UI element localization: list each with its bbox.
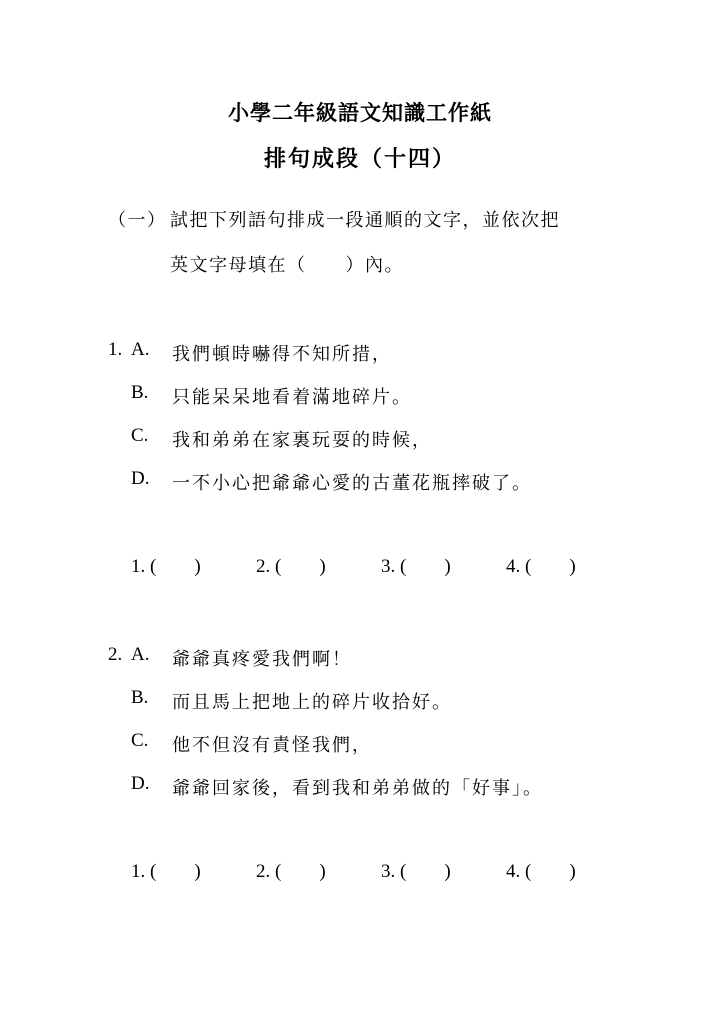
- option-text: 我們頓時嚇得不知所措，: [172, 344, 392, 365]
- option-text: 只能呆呆地看着滿地碎片。: [172, 387, 412, 408]
- option-letter: B.: [131, 382, 149, 403]
- question-number: 1.: [108, 339, 123, 360]
- option-text: 我和弟弟在家裏玩耍的時候，: [172, 430, 432, 451]
- section-marker: （一）: [108, 210, 167, 231]
- answer-slot-1[interactable]: 1. ( ): [131, 861, 201, 882]
- option-letter: D.: [131, 773, 150, 794]
- worksheet-subtitle: 排句成段（十四）: [263, 146, 456, 172]
- worksheet-title: 小學二年級語文知識工作紙: [228, 100, 492, 125]
- option-letter: C.: [131, 730, 149, 751]
- option-text: 他不但沒有責怪我們，: [172, 735, 372, 756]
- answer-slot-1[interactable]: 1. ( ): [131, 556, 201, 577]
- answer-slot-2[interactable]: 2. ( ): [256, 556, 326, 577]
- option-letter: D.: [131, 468, 150, 489]
- option-text: 爺爺回家後，看到我和弟弟做的「好事」。: [172, 778, 543, 799]
- question-number: 2.: [108, 644, 123, 665]
- answer-slot-4[interactable]: 4. ( ): [506, 556, 576, 577]
- option-letter: A.: [131, 339, 150, 360]
- option-letter: C.: [131, 425, 149, 446]
- answer-slot-4[interactable]: 4. ( ): [506, 861, 576, 882]
- option-text: 一不小心把爺爺心愛的古董花瓶摔破了。: [172, 473, 532, 494]
- option-text: 爺爺真疼愛我們啊！: [172, 649, 352, 670]
- option-text: 而且馬上把地上的碎片收拾好。: [172, 692, 452, 713]
- instruction-line-2: 英文字母填在（ ）內。: [170, 255, 404, 276]
- option-letter: A.: [131, 644, 150, 665]
- answer-slot-2[interactable]: 2. ( ): [256, 861, 326, 882]
- answer-slot-3[interactable]: 3. ( ): [381, 861, 451, 882]
- instruction-line-1: 試把下列語句排成一段通順的文字，並依次把: [170, 210, 560, 231]
- option-letter: B.: [131, 687, 149, 708]
- answer-slot-3[interactable]: 3. ( ): [381, 556, 451, 577]
